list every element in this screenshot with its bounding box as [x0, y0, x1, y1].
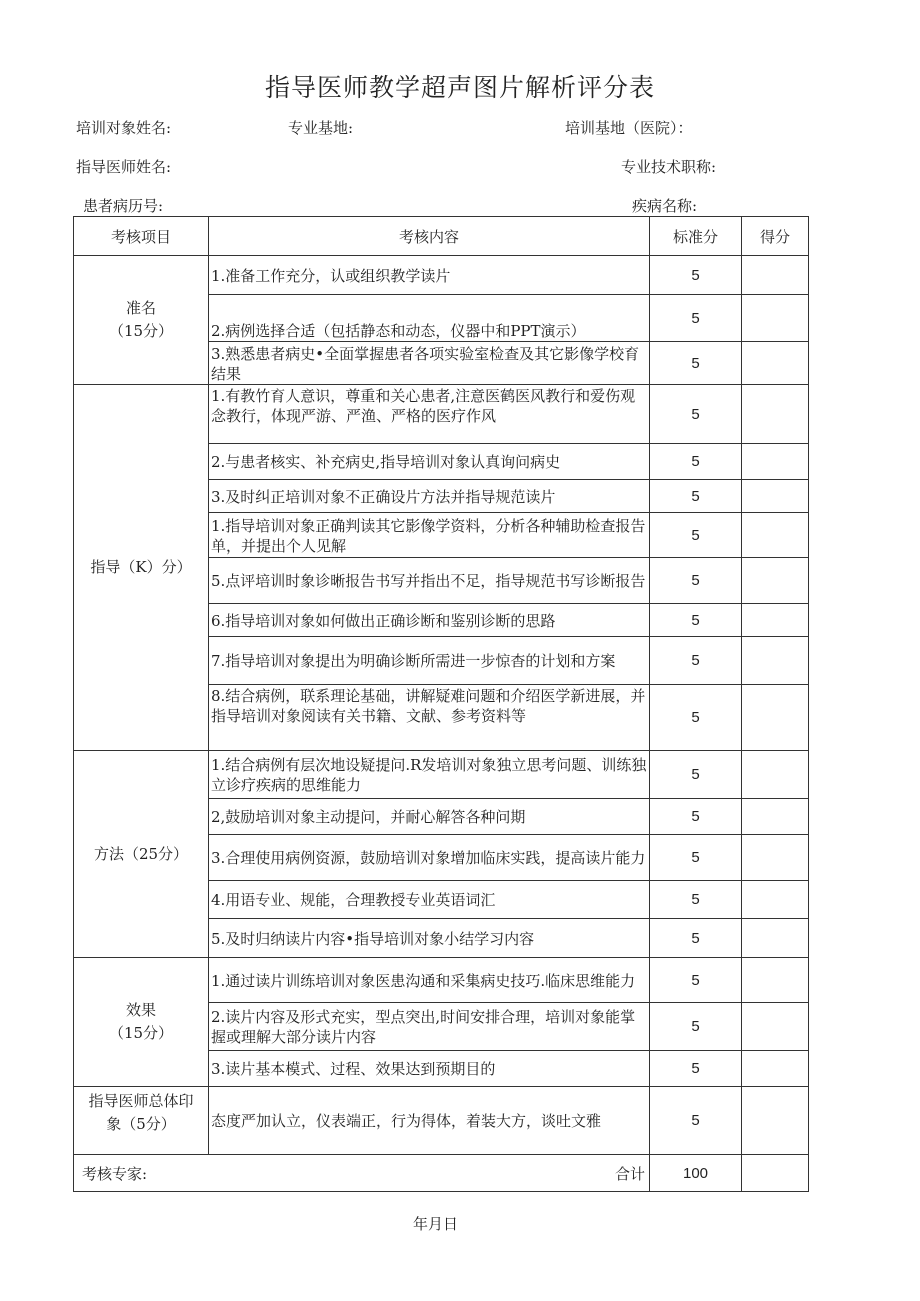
criterion-text: 1.结合病例有层次地设疑提问.R发培训对象独立思考问题、训练独立诊疗疾病的思维能力: [209, 751, 650, 799]
criterion-text: 3.及时纠正培训对象不正确设片方法并指导规范读片: [209, 480, 650, 513]
score-cell[interactable]: [742, 835, 809, 881]
score-cell[interactable]: [742, 751, 809, 799]
training-base-label: 培训基地（医院）：: [565, 119, 693, 137]
total-label: 合计: [74, 1155, 650, 1192]
score-cell[interactable]: [742, 604, 809, 637]
score-cell[interactable]: [742, 295, 809, 342]
table-row: [74, 1087, 809, 1155]
page-title: 指导医师教学超声图片解析评分表: [264, 73, 655, 102]
score-cell[interactable]: [742, 1051, 809, 1087]
standard-score: 5: [650, 835, 742, 881]
criterion-text: 态度严加认立，仪表端正，行为得体，着装大方，谈吐文雅: [209, 1087, 650, 1155]
standard-score: 5: [650, 1003, 742, 1051]
professional-title-label: 专业技术职称:: [621, 158, 717, 176]
score-cell[interactable]: [742, 958, 809, 1003]
criterion-text: 3.熟悉患者病史•全面掌握患者各项实验室检查及其它影像学校育结果: [209, 342, 650, 385]
examiner-label: 考核专家:: [82, 1165, 148, 1183]
table-row: [74, 256, 809, 295]
rubric-table: [73, 216, 809, 1192]
criterion-text: 2.读片内容及形式充实，型点突出,时间安排合理，培训对象能掌握或理解大部分读片内容: [209, 1003, 650, 1051]
criterion-text: 5.及时归纳读片内容•指导培训对象小结学习内容: [209, 919, 650, 958]
standard-score: 5: [650, 1051, 742, 1087]
standard-score: 5: [650, 685, 742, 751]
score-cell[interactable]: [742, 919, 809, 958]
standard-score: 5: [650, 513, 742, 558]
standard-score: 5: [650, 751, 742, 799]
header-obtained-score: 得分: [742, 217, 809, 256]
standard-score: 5: [650, 919, 742, 958]
standard-score: 5: [650, 385, 742, 444]
standard-score: 5: [650, 799, 742, 835]
table-row: [74, 958, 809, 1003]
table-row: [74, 385, 809, 444]
score-cell[interactable]: [742, 256, 809, 295]
standard-score: 5: [650, 295, 742, 342]
table-row: [74, 751, 809, 799]
criterion-text: 5.点评培训时象诊晰报告书写并指出不足，指导规范书写诊断报告: [209, 558, 650, 604]
standard-score: 5: [650, 604, 742, 637]
header-row: [74, 217, 809, 256]
score-cell[interactable]: [742, 444, 809, 480]
criterion-text: 1.有教竹育人意识，尊重和关心患者,注意医鹤医风教行和爱伤观念教行，体现严游、严渔、严格的医疗作风: [209, 385, 650, 444]
total-score-cell[interactable]: [742, 1155, 809, 1192]
standard-score: 5: [650, 637, 742, 685]
standard-score: 5: [650, 558, 742, 604]
standard-score: 5: [650, 1087, 742, 1155]
criterion-text: 2,鼓励培训对象主动提问，并耐心解答各种问期: [209, 799, 650, 835]
category-effect: 效果 （15分）: [74, 958, 209, 1087]
criterion-text: 2.病例选择合适（包括静态和动态，仪器中和PPT演示）: [209, 295, 650, 342]
score-cell[interactable]: [742, 881, 809, 919]
criterion-text: 7.指导培训对象提出为明确诊断所需进一步惊杳的计划和方案: [209, 637, 650, 685]
patient-record-number-label: 患者病历号:: [83, 197, 164, 215]
standard-score: 5: [650, 342, 742, 385]
standard-score: 5: [650, 256, 742, 295]
score-cell[interactable]: [742, 342, 809, 385]
category-guidance: 指导（K）分）: [74, 385, 209, 751]
score-cell[interactable]: [742, 480, 809, 513]
header-content: 考核内容: [209, 217, 650, 256]
criterion-text: 2.与患者核实、补充病史,指导培训对象认真询问病史: [209, 444, 650, 480]
score-cell[interactable]: [742, 558, 809, 604]
standard-score: 5: [650, 480, 742, 513]
score-cell[interactable]: [742, 799, 809, 835]
date-label: 年月日: [413, 1215, 459, 1233]
criterion-text: 1.通过读片训练培训对象医患沟通和采集病史技巧.临床思维能力: [209, 958, 650, 1003]
criterion-text: 8.结合病例，联系理论基础，讲解疑难问题和介绍医学新进展，并指导培训对象阅读有关书籍、文献、参考资料等: [209, 685, 650, 751]
instructor-name-label: 指导医师姓名:: [76, 158, 172, 176]
score-cell[interactable]: [742, 685, 809, 751]
standard-score: 5: [650, 444, 742, 480]
total-row: [74, 1155, 809, 1192]
score-cell[interactable]: [742, 1087, 809, 1155]
score-cell[interactable]: [742, 1003, 809, 1051]
criterion-text: 3.读片基本模式、过程、效果达到预期目的: [209, 1051, 650, 1087]
criterion-text: 1.准备工作充分，认或组织教学读片: [209, 256, 650, 295]
total-standard-score: 100: [650, 1155, 742, 1192]
standard-score: 5: [650, 958, 742, 1003]
criterion-text: 1.指导培训对象正确判读其它影像学资料，分析各种辅助检查报告单，并提出个人见解: [209, 513, 650, 558]
specialty-base-label: 专业基地:: [288, 119, 354, 137]
trainee-name-label: 培训对象姓名:: [76, 119, 172, 137]
category-overall-impression: 指导医师总体印 象（5分）: [74, 1087, 209, 1155]
score-cell[interactable]: [742, 513, 809, 558]
header-standard-score: 标准分: [650, 217, 742, 256]
criterion-text: 3.合理使用病例资源，鼓励培训对象增加临床实践，提高读片能力: [209, 835, 650, 881]
score-cell[interactable]: [742, 637, 809, 685]
standard-score: 5: [650, 881, 742, 919]
category-method: 方法（25分）: [74, 751, 209, 958]
category-preparation: 准名 （15分）: [74, 256, 209, 385]
header-item: 考核项目: [74, 217, 209, 256]
criterion-text: 6.指导培训对象如何做出正确诊断和鉴别诊断的思路: [209, 604, 650, 637]
criterion-text: 4.用语专业、规能，合理教授专业英语词汇: [209, 881, 650, 919]
disease-name-label: 疾病名称:: [632, 197, 698, 215]
score-cell[interactable]: [742, 385, 809, 444]
